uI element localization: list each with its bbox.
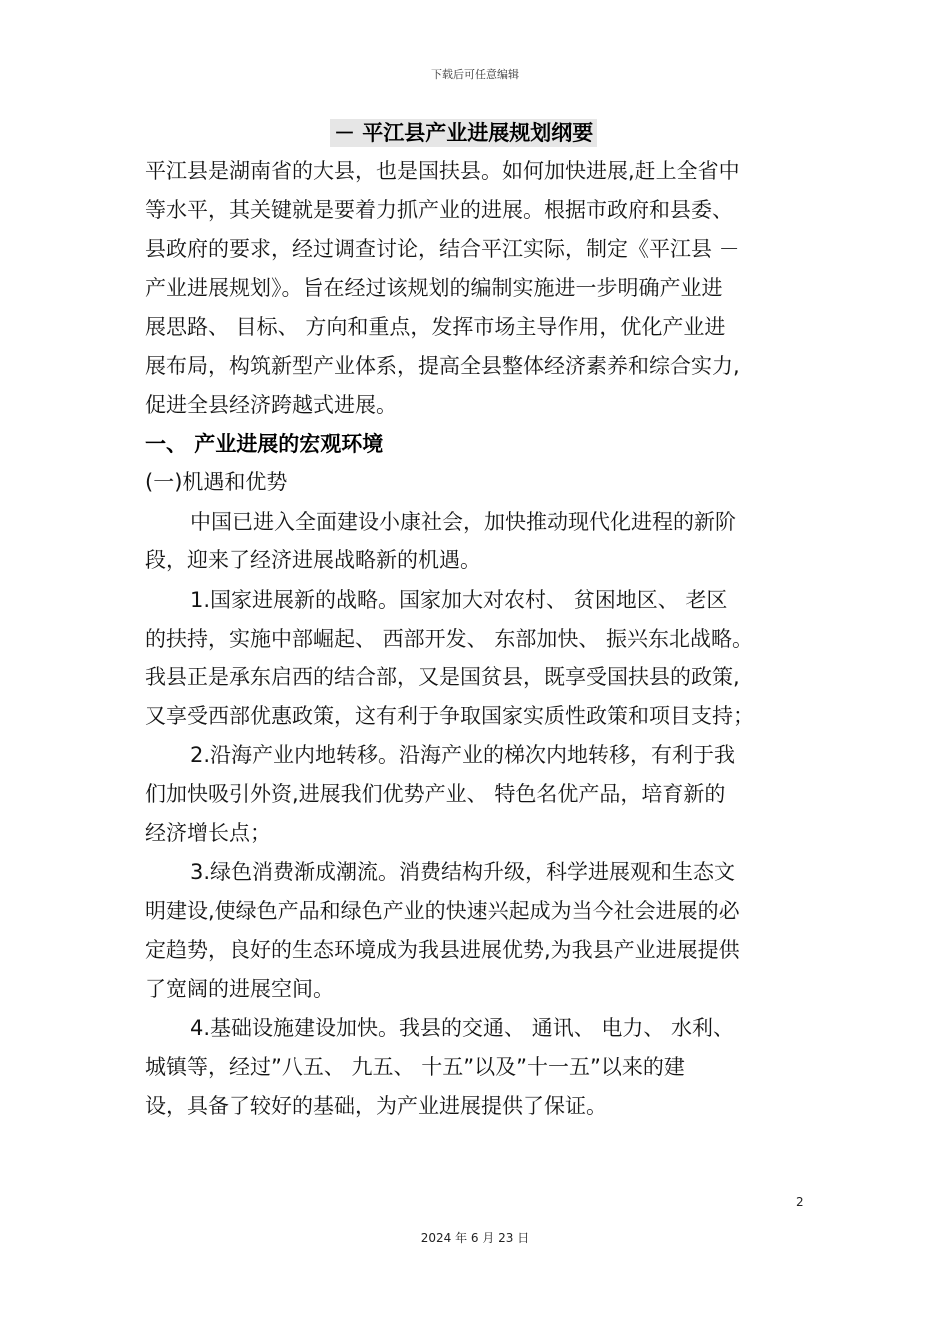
paragraph-first-line: 中国已进入全面建设小康社会，加快推动现代化进程的新阶 xyxy=(190,510,736,534)
body-line: 县政府的要求，经过调查讨论，结合平江实际，制定《平江县 － xyxy=(145,237,740,261)
paragraph-first-line: 3.绿色消费渐成潮流。消费结构升级，科学进展观和生态文 xyxy=(190,860,736,884)
body-line: 们加快吸引外资,进展我们优势产业、 特色名优产品，培育新的 xyxy=(145,782,726,806)
page-number: 2 xyxy=(796,1195,804,1209)
body-line: 了宽阔的进展空间。 xyxy=(145,977,334,1001)
body-line: 城镇等，经过”八五、 九五、 十五”以及”十一五”以来的建 xyxy=(145,1055,685,1079)
body-line: 又享受西部优惠政策，这有利于争取国家实质性政策和项目支持； xyxy=(145,704,754,728)
header-note: 下载后可任意编辑 xyxy=(431,68,519,81)
body-line: 段，迎来了经济进展战略新的机遇。 xyxy=(145,548,481,572)
body-line: 定趋势，良好的生态环境成为我县进展优势,为我县产业进展提供 xyxy=(145,938,740,962)
body-line: 展布局，构筑新型产业体系，提高全县整体经济素养和综合实力, xyxy=(145,354,740,378)
paragraph-first-line: 1.国家进展新的战略。国家加大对农村、 贫困地区、 老区 xyxy=(190,588,728,612)
body-line: 明建设,使绿色产品和绿色产业的快速兴起成为当今社会进展的必 xyxy=(145,899,740,923)
body-line: 的扶持，实施中部崛起、 西部开发、 东部加快、 振兴东北战略。 xyxy=(145,627,754,651)
paragraph-first-line: 2.沿海产业内地转移。沿海产业的梯次内地转移，有利于我 xyxy=(190,743,736,767)
body-line: 产业进展规划》。旨在经过该规划的编制实施进一步明确产业进 xyxy=(145,276,723,300)
body-line: 展思路、 目标、 方向和重点，发挥市场主导作用，优化产业进 xyxy=(145,315,726,339)
body-line: 经济增长点； xyxy=(145,821,271,845)
paragraph-first-line: 4.基础设施建设加快。我县的交通、 通讯、 电力、 水利、 xyxy=(190,1016,735,1040)
body-line: 设，具备了较好的基础，为产业进展提供了保证。 xyxy=(145,1094,607,1118)
body-line: 等水平，其关键就是要着力抓产业的进展。根据市政府和县委、 xyxy=(145,198,733,222)
body-line: 平江县是湖南省的大县，也是国扶县。如何加快进展,赶上全省中 xyxy=(145,159,740,183)
section-heading: 一、 产业进展的宏观环境 xyxy=(145,432,384,456)
subsection-heading: (一)机遇和优势 xyxy=(145,470,288,494)
body-line: 促进全县经济跨越式进展。 xyxy=(145,393,397,417)
footer-date: 2024 年 6 月 23 日 xyxy=(420,1231,530,1245)
body-line: 我县正是承东启西的结合部，又是国贫县，既享受国扶县的政策, xyxy=(145,665,740,689)
document-title: － 平江县产业进展规划纲要 xyxy=(330,119,597,147)
